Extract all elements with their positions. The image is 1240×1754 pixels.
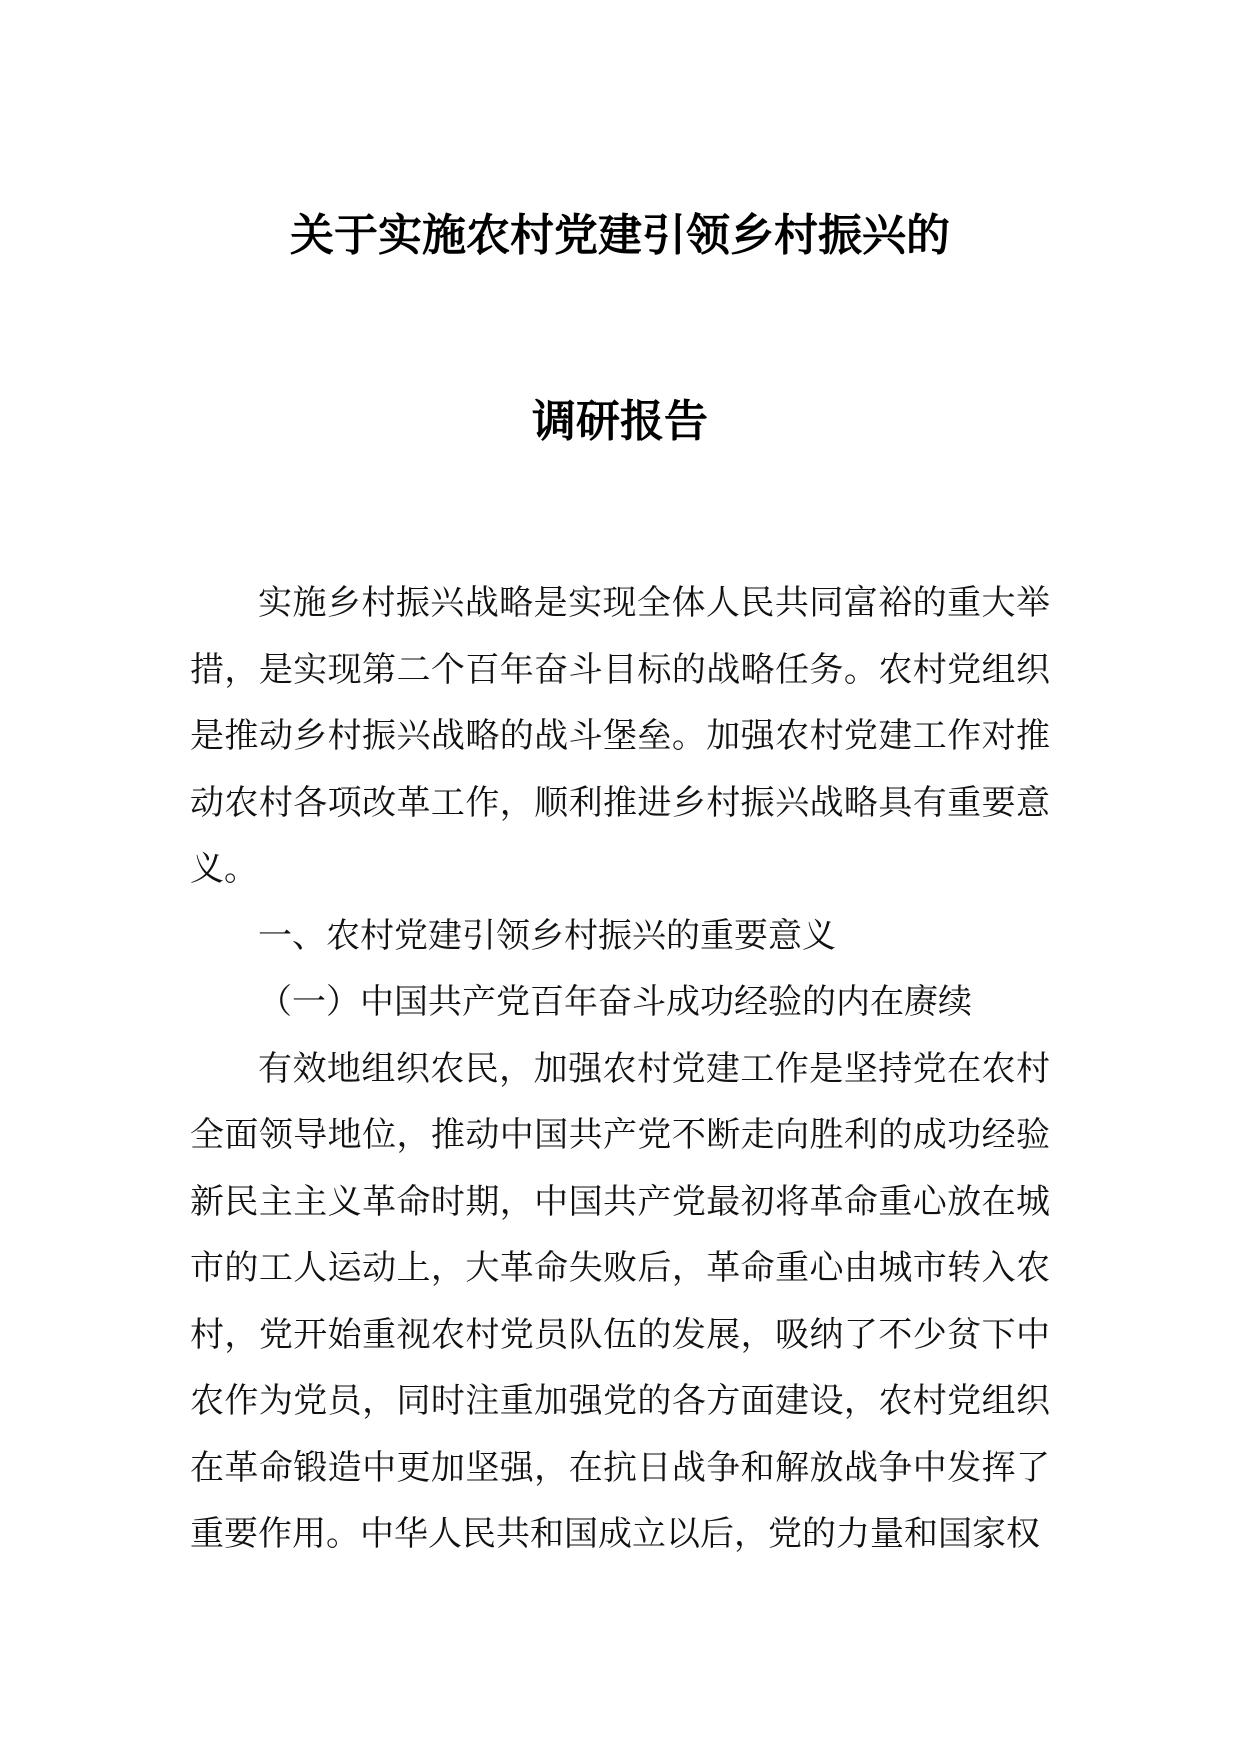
body-paragraph-1: 有效地组织农民，加强农村党建工作是坚持党在农村全面领导地位，推动中国共产党不断走向胜利的成功经验新民主主义革命时期，中国共产党最初将革命重心放在城市的工人运动上，大革命失败后，革命重心由城市转入农村，党开始重视农村党员队伍的发展，吸纳了不少贫下中农作为党员，同时注重加强党的各方面建设，农村党组织在革命锻造中更加坚强，在抗日战争和解放战争中发挥了重要作用。中华人民共和国成立以后，党的力量和国家权 — [190, 1048, 1050, 1554]
document-body — [190, 570, 1050, 1568]
section-heading-1: 一、农村党建引领乡村振兴的重要意义 — [258, 915, 836, 956]
document-title-line-1: 关于实施农村党建引领乡村振兴的 — [290, 210, 950, 261]
subsection-heading-1: （一）中国共产党百年奋斗成功经验的内在赓续 — [258, 982, 972, 1022]
document-title-line-2: 调研报告 — [532, 396, 708, 447]
intro-paragraph: 实施乡村振兴战略是实现全体人民共同富裕的重大举措，是实现第二个百年奋斗目标的战略任务。农村党组织是推动乡村振兴战略的战斗堡垒。加强农村党建工作对推动农村各项改革工作，顺利推进乡村振兴战略具有重要意义。 — [190, 583, 1050, 889]
